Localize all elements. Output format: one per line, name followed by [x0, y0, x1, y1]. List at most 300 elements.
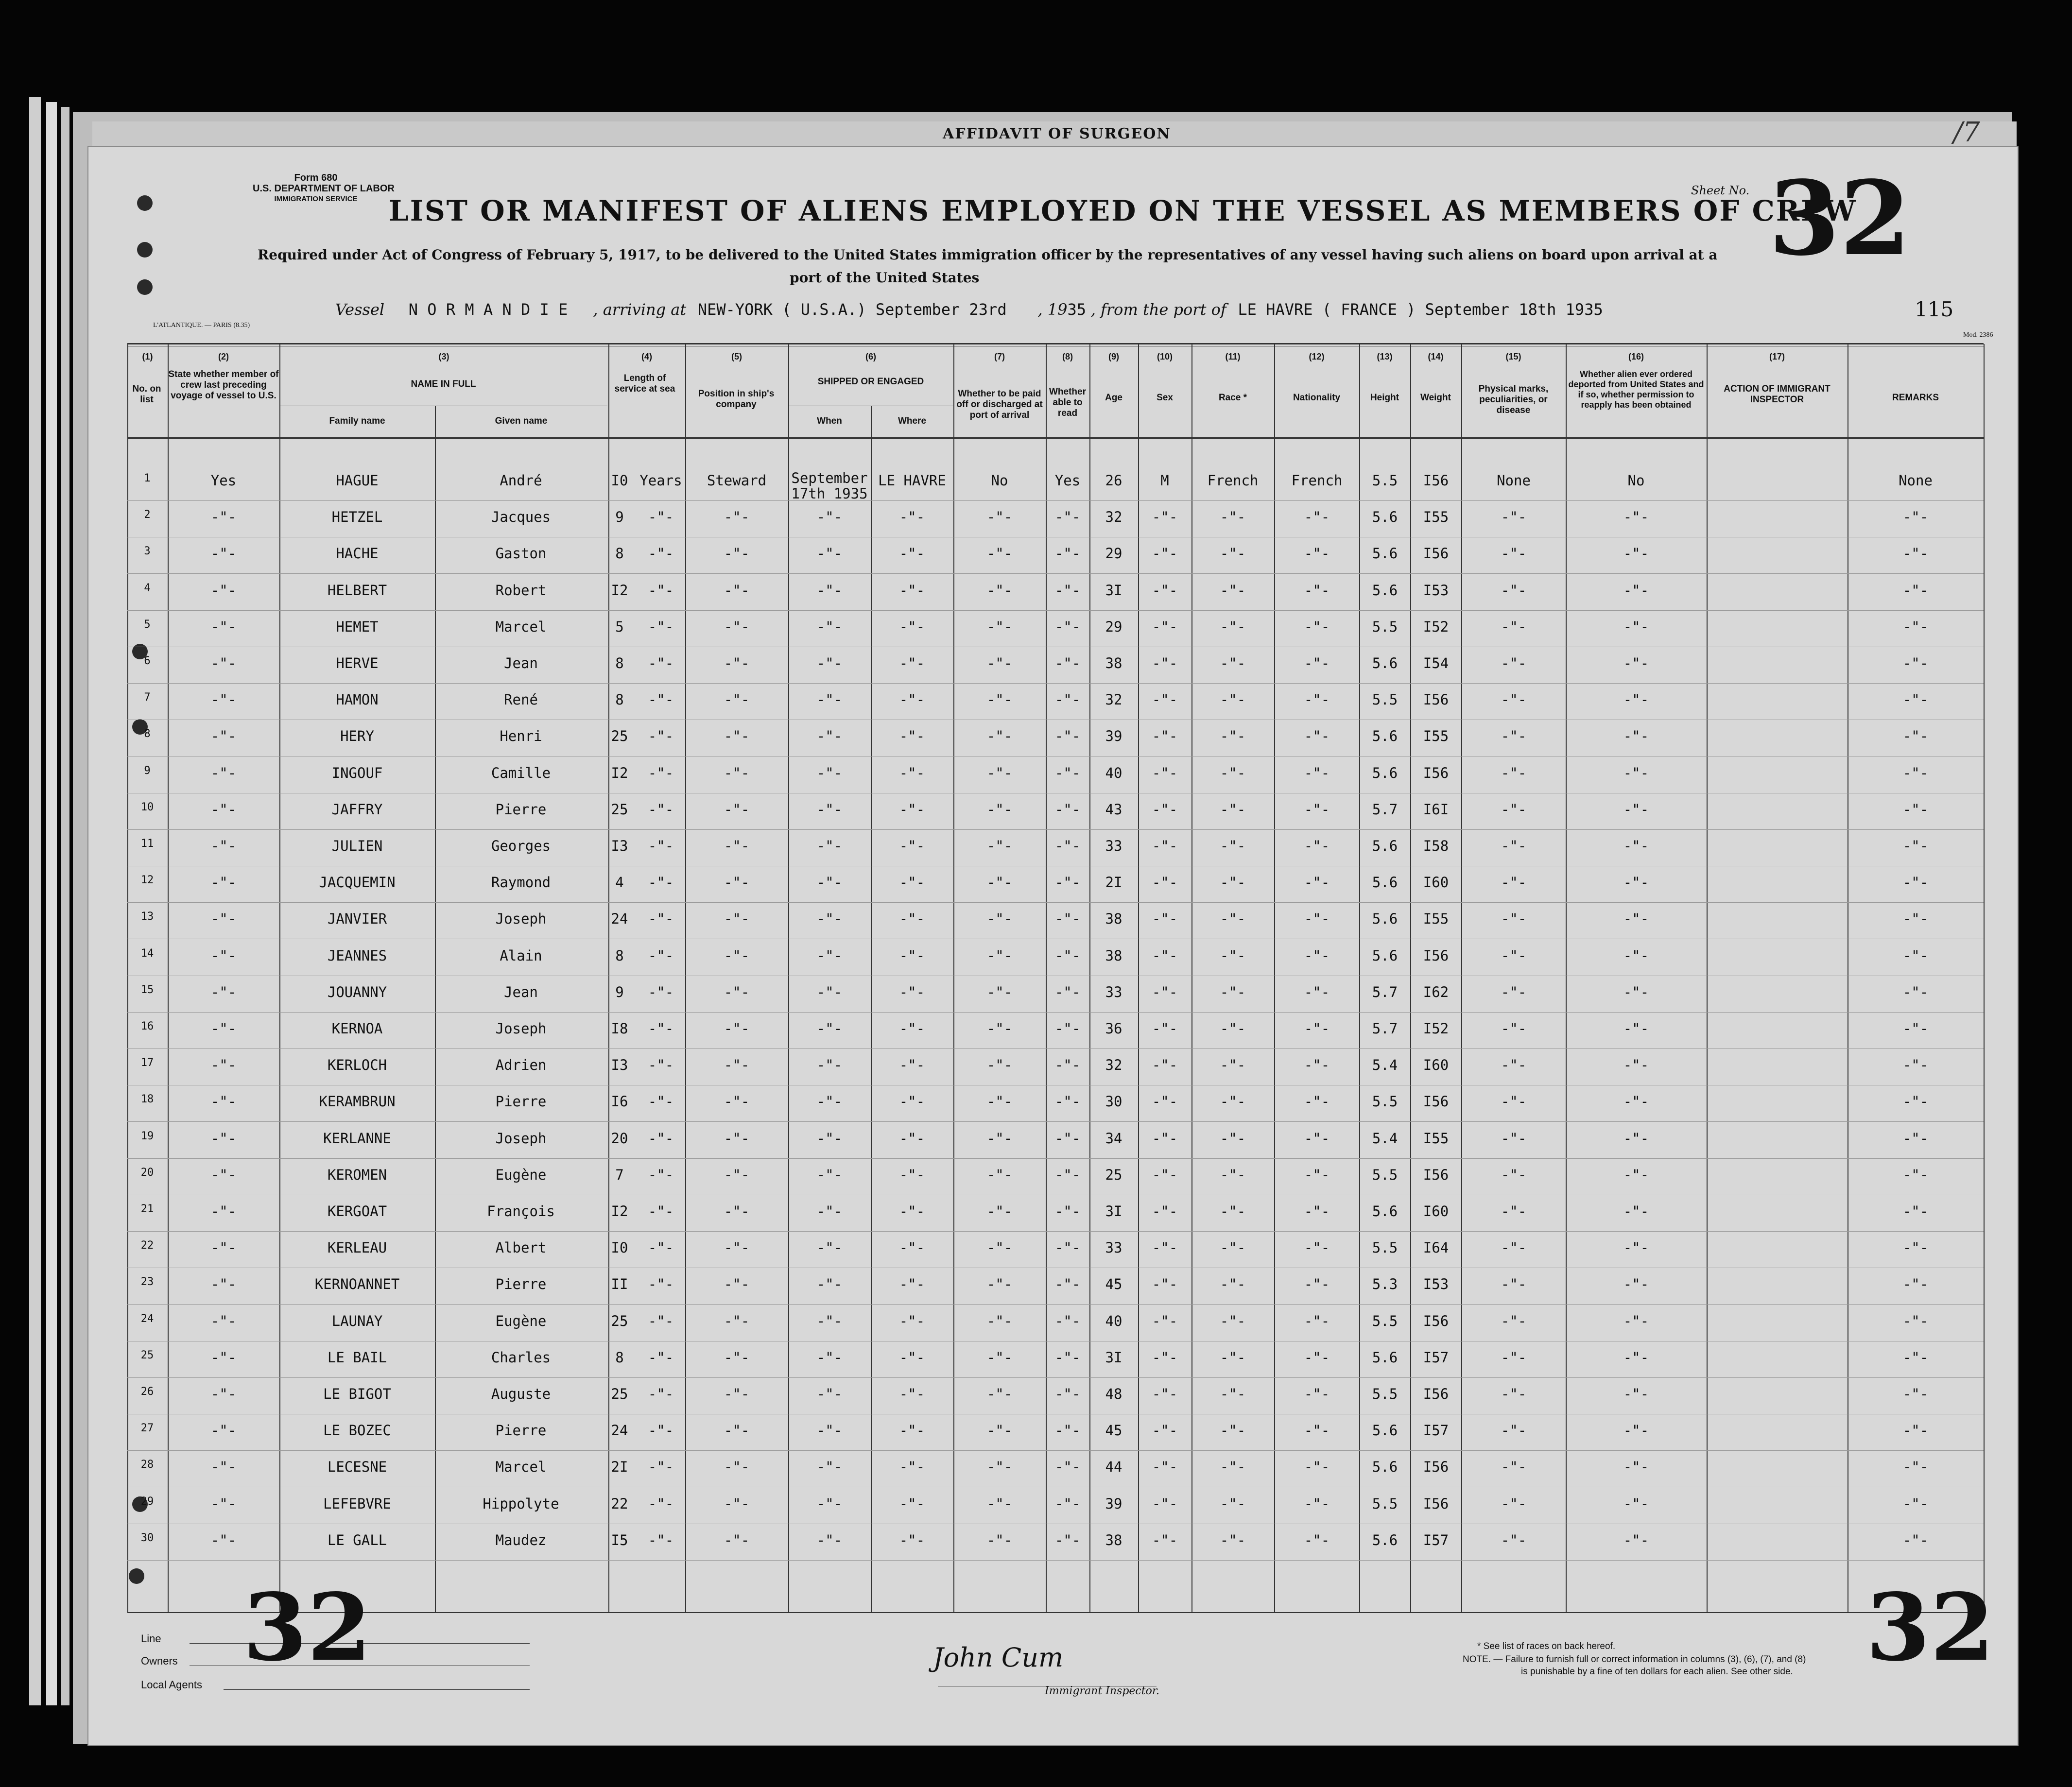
deported: -"- [1623, 545, 1649, 562]
row-rule [127, 1450, 1984, 1451]
paid-off: -"- [986, 1093, 1013, 1110]
paid-off: -"- [986, 1312, 1013, 1329]
weight: I53 [1423, 582, 1449, 599]
family-name: HACHE [336, 545, 379, 562]
able-to-read: -"- [1054, 1531, 1081, 1548]
height: 5.6 [1372, 509, 1398, 526]
able-to-read: -"- [1054, 655, 1081, 671]
column-number: (9) [1108, 352, 1119, 361]
sex: -"- [1152, 1349, 1178, 1366]
height: 5.5 [1372, 1312, 1398, 1329]
position: -"- [724, 545, 750, 562]
physical-marks: -"- [1501, 1386, 1527, 1402]
shipped-when: -"- [816, 1312, 843, 1329]
height: 5.6 [1372, 1531, 1398, 1548]
height: 5.6 [1372, 1203, 1398, 1220]
service-years: 9 [615, 983, 624, 1000]
deported: -"- [1623, 1276, 1649, 1293]
given-name: Jacques [491, 509, 551, 526]
paid-off: -"- [986, 1386, 1013, 1402]
form-department: U.S. DEPARTMENT OF LABOR [253, 183, 395, 194]
physical-marks: -"- [1501, 1203, 1527, 1220]
physical-marks: -"- [1501, 1166, 1527, 1183]
col-header-nationality: Nationality [1293, 393, 1341, 403]
deported: -"- [1623, 1057, 1649, 1074]
race: -"- [1220, 1130, 1246, 1147]
shipped-when: -"- [816, 983, 843, 1000]
given-name: Jean [504, 655, 538, 671]
race: -"- [1220, 764, 1246, 781]
position: -"- [724, 728, 750, 745]
nationality: -"- [1304, 618, 1330, 635]
col-header-name: NAME IN FULL [411, 379, 476, 389]
subtitle-line-2: port of the United States [790, 270, 980, 286]
height: 5.6 [1372, 947, 1398, 964]
service-unit: -"- [648, 801, 674, 818]
family-name: JANVIER [327, 911, 387, 928]
previous-voyage: -"- [210, 1422, 237, 1439]
weight: I56 [1423, 691, 1449, 708]
service-unit: -"- [648, 1422, 674, 1439]
shipped-when: -"- [816, 1130, 843, 1147]
weight: I56 [1423, 1312, 1449, 1329]
age: 3I [1105, 582, 1122, 599]
row-rule [127, 829, 1984, 830]
col-header-paid-off: Whether to be paid off or discharged at port of arrival [956, 389, 1043, 420]
weight: I62 [1423, 983, 1449, 1000]
sheet-number-left: 32 [243, 1573, 372, 1682]
age: 38 [1105, 947, 1122, 964]
race: -"- [1220, 1312, 1246, 1329]
remarks: -"- [1902, 1093, 1929, 1110]
column-number: (3) [438, 352, 449, 361]
previous-voyage: -"- [210, 1276, 237, 1293]
printer-mark: L'ATLANTIQUE. — PARIS (8.35) [153, 322, 250, 329]
sex: -"- [1152, 1495, 1178, 1512]
age: 32 [1105, 1057, 1122, 1074]
height: 5.7 [1372, 1020, 1398, 1037]
shipped-where: -"- [899, 1239, 925, 1256]
weight: I56 [1423, 1459, 1449, 1476]
position: -"- [724, 1020, 750, 1037]
physical-marks: -"- [1501, 947, 1527, 964]
deported: -"- [1623, 1422, 1649, 1439]
able-to-read: -"- [1054, 1020, 1081, 1037]
column-number: (6) [865, 352, 876, 361]
race: -"- [1220, 874, 1246, 891]
physical-marks: -"- [1501, 874, 1527, 891]
service-unit: -"- [648, 618, 674, 635]
service-unit: -"- [648, 1020, 674, 1037]
race: -"- [1220, 618, 1246, 635]
given-name: Gaston [495, 545, 547, 562]
previous-voyage: -"- [210, 764, 237, 781]
remarks: -"- [1902, 545, 1929, 562]
age: 3I [1105, 1349, 1122, 1366]
able-to-read: -"- [1054, 947, 1081, 964]
age: 45 [1105, 1422, 1122, 1439]
col-header-race: Race * [1218, 393, 1247, 403]
page-edge [61, 107, 69, 1705]
sex: -"- [1152, 545, 1178, 562]
able-to-read: -"- [1054, 1312, 1081, 1329]
deported: -"- [1623, 1495, 1649, 1512]
able-to-read: -"- [1054, 1422, 1081, 1439]
row-number: 7 [144, 691, 151, 704]
subtitle-line-1: Required under Act of Congress of February 5, 1917, to be delivered to the United States immigration officer by the representatives of any vessel having such aliens on board upon arrival at a [258, 247, 1718, 263]
height: 5.6 [1372, 1422, 1398, 1439]
legal-note [1463, 1654, 1806, 1665]
agents-label: Local Agents [141, 1679, 202, 1691]
shipped-when: -"- [816, 691, 843, 708]
row-rule [127, 683, 1984, 684]
race: -"- [1220, 1276, 1246, 1293]
shipped-where: -"- [899, 947, 925, 964]
weight: I54 [1423, 655, 1449, 671]
weight: I56 [1423, 1386, 1449, 1402]
shipped-where: -"- [899, 983, 925, 1000]
previous-voyage: -"- [210, 618, 237, 635]
given-name: Pierre [495, 1276, 547, 1293]
able-to-read: -"- [1054, 1459, 1081, 1476]
previous-voyage: -"- [210, 947, 237, 964]
column-rule [1984, 344, 1985, 1612]
deported: -"- [1623, 618, 1649, 635]
sex: -"- [1152, 1093, 1178, 1110]
weight: I55 [1423, 911, 1449, 928]
race: -"- [1220, 1495, 1246, 1512]
row-rule [127, 573, 1984, 574]
year-prefix: , 19 [1037, 300, 1068, 319]
deported: -"- [1623, 1239, 1649, 1256]
paid-off: -"- [986, 1203, 1013, 1220]
physical-marks: -"- [1501, 618, 1527, 635]
nationality: -"- [1304, 1276, 1330, 1293]
race: -"- [1220, 1239, 1246, 1256]
page-edge [29, 97, 41, 1705]
position: -"- [724, 1495, 750, 1512]
row-number: 28 [140, 1459, 154, 1471]
given-name: Eugène [495, 1312, 547, 1329]
paid-off: -"- [986, 582, 1013, 599]
height: 5.4 [1372, 1130, 1398, 1147]
service-unit: -"- [648, 1203, 674, 1220]
sex: -"- [1152, 582, 1178, 599]
previous-voyage: -"- [210, 801, 237, 818]
row-number: 13 [140, 911, 154, 923]
given-name: Albert [495, 1239, 547, 1256]
race: -"- [1220, 655, 1246, 671]
sex: -"- [1152, 911, 1178, 928]
remarks: -"- [1902, 1312, 1929, 1329]
position: -"- [724, 1459, 750, 1476]
physical-marks: -"- [1501, 582, 1527, 599]
paid-off: -"- [986, 1349, 1013, 1366]
age: 38 [1105, 1531, 1122, 1548]
race: -"- [1220, 545, 1246, 562]
nationality: -"- [1304, 1057, 1330, 1074]
shipped-where: -"- [899, 1203, 925, 1220]
weight: I53 [1423, 1276, 1449, 1293]
form-id: Form 680 [294, 172, 338, 183]
shipped-where: -"- [899, 874, 925, 891]
family-name: LECESNE [327, 1459, 387, 1476]
deported: -"- [1623, 1130, 1649, 1147]
table-top-rule [127, 343, 1984, 344]
shipped-where: -"- [899, 1495, 925, 1512]
given-name: Marcel [495, 618, 547, 635]
age: 33 [1105, 1239, 1122, 1256]
nationality: -"- [1304, 874, 1330, 891]
weight: I55 [1423, 509, 1449, 526]
nationality: -"- [1304, 838, 1330, 854]
paid-off: No [991, 472, 1008, 489]
inspector-signature: John Cum [933, 1642, 1064, 1673]
shipped-when: -"- [816, 1093, 843, 1110]
shipped-where: -"- [899, 618, 925, 635]
service-years: 8 [615, 545, 624, 562]
nationality: -"- [1304, 582, 1330, 599]
service-years: 5 [615, 618, 624, 635]
shipped-when: -"- [816, 1386, 843, 1402]
owners-label: Owners [141, 1655, 178, 1667]
race: -"- [1220, 911, 1246, 928]
position: -"- [724, 582, 750, 599]
service-unit: -"- [648, 1495, 674, 1512]
remarks: -"- [1902, 1386, 1929, 1402]
position: -"- [724, 911, 750, 928]
physical-marks: -"- [1501, 1531, 1527, 1548]
deported: -"- [1623, 1093, 1649, 1110]
given-name: Maudez [495, 1531, 547, 1548]
height: 5.6 [1372, 911, 1398, 928]
binding-hole-icon [129, 1568, 144, 1584]
nationality: -"- [1304, 983, 1330, 1000]
race: -"- [1220, 1166, 1246, 1183]
age: 38 [1105, 911, 1122, 928]
service-unit: -"- [648, 1531, 674, 1548]
family-name: HEMET [336, 618, 379, 635]
given-name: René [504, 691, 538, 708]
remarks: -"- [1902, 1203, 1929, 1220]
sex: -"- [1152, 801, 1178, 818]
sex: -"- [1152, 1130, 1178, 1147]
shipped-where: -"- [899, 1276, 925, 1293]
age: 33 [1105, 838, 1122, 854]
service-unit: -"- [648, 1166, 674, 1183]
remarks: -"- [1902, 801, 1929, 818]
able-to-read: -"- [1054, 1276, 1081, 1293]
sex: -"- [1152, 1386, 1178, 1402]
row-number: 4 [144, 582, 151, 594]
service-unit: -"- [648, 691, 674, 708]
previous-voyage: -"- [210, 1531, 237, 1548]
row-rule [127, 1377, 1984, 1378]
row-number: 17 [140, 1057, 154, 1069]
row-number: 1 [144, 472, 151, 484]
weight: I56 [1423, 764, 1449, 781]
able-to-read: -"- [1054, 691, 1081, 708]
nationality: -"- [1304, 1386, 1330, 1402]
service-years: 7 [615, 1166, 624, 1183]
service-years: I6 [611, 1093, 628, 1110]
weight: I60 [1423, 1203, 1449, 1220]
service-unit: -"- [648, 509, 674, 526]
column-rule [1707, 344, 1708, 1612]
row-number: 12 [140, 874, 154, 887]
shipped-where: -"- [899, 1422, 925, 1439]
able-to-read: -"- [1054, 1203, 1081, 1220]
paid-off: -"- [986, 1495, 1013, 1512]
age: 36 [1105, 1020, 1122, 1037]
nationality: -"- [1304, 1531, 1330, 1548]
remarks: -"- [1902, 1459, 1929, 1476]
service-years: 8 [615, 691, 624, 708]
position: -"- [724, 1166, 750, 1183]
service-years: I3 [611, 838, 628, 854]
col-header-height: Height [1370, 393, 1399, 403]
sheet-label: Sheet No. [1691, 184, 1750, 197]
family-name: JULIEN [331, 838, 383, 854]
column-number: (17) [1769, 352, 1785, 361]
shipped-where: -"- [899, 1386, 925, 1402]
physical-marks: -"- [1501, 1057, 1527, 1074]
row-rule [127, 610, 1984, 611]
previous-voyage: -"- [210, 1020, 237, 1037]
nationality: -"- [1304, 1459, 1330, 1476]
deported: -"- [1623, 838, 1649, 854]
family-name: HERVE [336, 655, 379, 671]
service-years: 25 [611, 1386, 628, 1402]
service-unit: -"- [648, 764, 674, 781]
paid-off: -"- [986, 655, 1013, 671]
able-to-read: -"- [1054, 1495, 1081, 1512]
physical-marks: -"- [1501, 728, 1527, 745]
remarks: -"- [1902, 1531, 1929, 1548]
previous-voyage: -"- [210, 728, 237, 745]
previous-voyage: -"- [210, 1093, 237, 1110]
race: -"- [1220, 983, 1246, 1000]
race: -"- [1220, 1422, 1246, 1439]
family-name: KERLANNE [323, 1130, 391, 1147]
physical-marks: -"- [1501, 1130, 1527, 1147]
age: 44 [1105, 1459, 1122, 1476]
given-name: Joseph [495, 1020, 547, 1037]
row-rule [127, 1012, 1984, 1013]
position: -"- [724, 764, 750, 781]
note-line-2: is punishable by a fine of ten dollars for each alien. See other side. [1521, 1667, 1793, 1677]
column-number: (7) [994, 352, 1005, 361]
weight: I56 [1423, 1093, 1449, 1110]
agents-field [224, 1689, 530, 1690]
column-number: (4) [641, 352, 652, 361]
position: -"- [724, 1422, 750, 1439]
shipped-when: -"- [816, 545, 843, 562]
race: -"- [1220, 838, 1246, 854]
remarks: -"- [1902, 1495, 1929, 1512]
able-to-read: -"- [1054, 801, 1081, 818]
service-unit: Years [639, 472, 682, 489]
able-to-read: -"- [1054, 1057, 1081, 1074]
age: 32 [1105, 691, 1122, 708]
age: 45 [1105, 1276, 1122, 1293]
shipped-when: -"- [816, 874, 843, 891]
height: 5.6 [1372, 764, 1398, 781]
deported: -"- [1623, 1349, 1649, 1366]
shipped-where: -"- [899, 1349, 925, 1366]
column-number: (10) [1157, 352, 1173, 361]
service-unit: -"- [648, 1349, 674, 1366]
family-name: LE BIGOT [323, 1386, 391, 1402]
race: -"- [1220, 1093, 1246, 1110]
shipped-where: -"- [899, 1093, 925, 1110]
position: -"- [724, 1386, 750, 1402]
nationality: -"- [1304, 1239, 1330, 1256]
deported: -"- [1623, 1312, 1649, 1329]
nationality: -"- [1304, 691, 1330, 708]
weight: I64 [1423, 1239, 1449, 1256]
row-rule [127, 1231, 1984, 1232]
row-rule [127, 1158, 1984, 1159]
given-name: Camille [491, 764, 551, 781]
position: -"- [724, 801, 750, 818]
remarks: -"- [1902, 911, 1929, 928]
remarks: -"- [1902, 1349, 1929, 1366]
able-to-read: -"- [1054, 1130, 1081, 1147]
service-unit: -"- [648, 1057, 674, 1074]
physical-marks: -"- [1501, 691, 1527, 708]
paid-off: -"- [986, 874, 1013, 891]
age: 33 [1105, 983, 1122, 1000]
family-name: KERNOA [331, 1020, 383, 1037]
given-name: Hippolyte [483, 1495, 559, 1512]
given-name: Joseph [495, 1130, 547, 1147]
previous-voyage: -"- [210, 1349, 237, 1366]
previous-voyage: -"- [210, 1386, 237, 1402]
height: 5.5 [1372, 1386, 1398, 1402]
shipped-when: -"- [816, 582, 843, 599]
previous-voyage: -"- [210, 1495, 237, 1512]
row-number: 2 [144, 509, 151, 521]
physical-marks: -"- [1501, 983, 1527, 1000]
height: 5.5 [1372, 1093, 1398, 1110]
service-years: 24 [611, 1422, 628, 1439]
deported: -"- [1623, 874, 1649, 891]
family-name: INGOUF [331, 764, 383, 781]
column-number: (5) [731, 352, 742, 361]
sex: -"- [1152, 1312, 1178, 1329]
previous-voyage: -"- [210, 691, 237, 708]
weight: I56 [1423, 472, 1449, 489]
physical-marks: -"- [1501, 838, 1527, 854]
paid-off: -"- [986, 1276, 1013, 1293]
sex: M [1160, 472, 1169, 489]
service-years: 24 [611, 911, 628, 928]
remarks: -"- [1902, 509, 1929, 526]
col-header-physical-marks: Physical marks, peculiarities, or disease [1478, 384, 1549, 415]
previous-voyage: -"- [210, 1130, 237, 1147]
weight: I60 [1423, 1057, 1449, 1074]
remarks: -"- [1902, 1020, 1929, 1037]
sex: -"- [1152, 983, 1178, 1000]
previous-voyage: -"- [210, 1239, 237, 1256]
remarks: -"- [1902, 691, 1929, 708]
position: Steward [707, 472, 767, 489]
service-unit: -"- [648, 1312, 674, 1329]
weight: I6I [1423, 801, 1449, 818]
weight: I56 [1423, 947, 1449, 964]
service-unit: -"- [648, 1276, 674, 1293]
